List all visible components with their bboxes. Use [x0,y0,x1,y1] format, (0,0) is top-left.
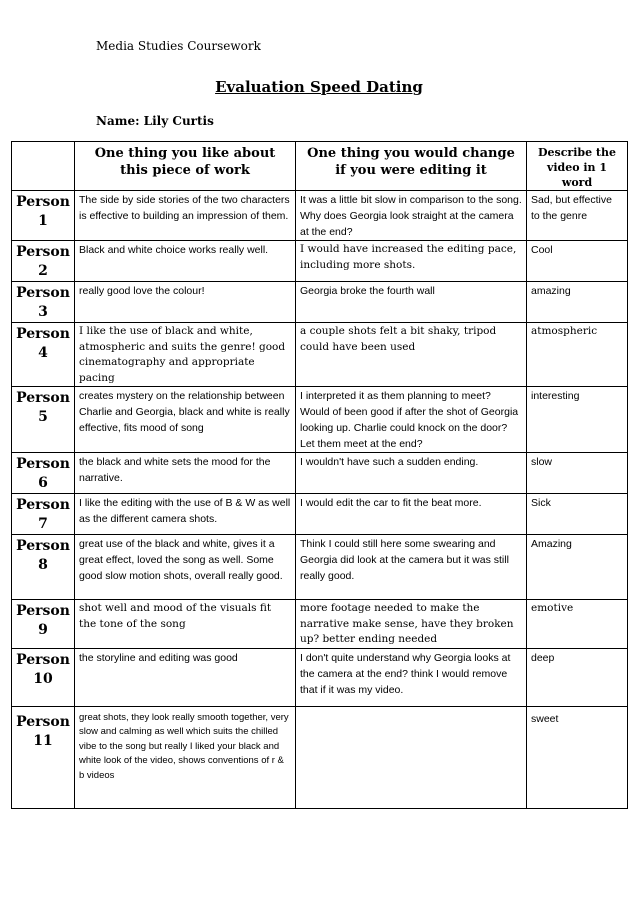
person-label: Person 8 [12,535,75,600]
change-cell: I would edit the car to fit the beat more. [296,494,527,535]
like-cell: the black and white sets the mood for the narrative. [75,453,296,494]
person-label: Person 7 [12,494,75,535]
header-cell-word: Describe the video in 1 word [527,142,628,191]
word-cell: sweet [527,706,628,808]
change-cell: I don't quite understand why Georgia looks at the camera at the end? think I would remove that if it was my video. [296,648,527,706]
like-cell: The side by side stories of the two characters is effective to building an impression of them. [75,191,296,241]
person-label: Person 9 [12,600,75,649]
word-cell: Cool [527,241,628,282]
table-header-row [12,142,628,191]
word-cell: Sick [527,494,628,535]
table-row [12,191,628,241]
word-cell: atmospheric [527,323,628,387]
table-row [12,282,628,323]
change-cell: Think I could still here some swearing and Georgia did look at the camera but it was still really good. [296,535,527,600]
change-cell: It was a little bit slow in comparison to the song. Why does Georgia look straight at the camera at the end? [296,191,527,241]
evaluation-table [11,141,628,809]
word-cell: Sad, but effective to the genre [527,191,628,241]
change-cell: a couple shots felt a bit shaky, tripod could have been used [296,323,527,387]
person-label: Person 3 [12,282,75,323]
word-cell: deep [527,648,628,706]
like-cell: great shots, they look really smooth together, very slow and calming as well which suits the chilled vibe to the song but really I liked your black and white look of the video, shows conventions of r & b videos [75,706,296,808]
person-label: Person 5 [12,387,75,453]
table-row [12,706,628,808]
table-row [12,494,628,535]
table-row [12,387,628,453]
table-row [12,323,628,387]
change-cell: more footage needed to make the narrative make sense, have they broken up? better ending needed [296,600,527,649]
header-cell-change: One thing you would change if you were editing it [296,142,527,191]
word-cell: amazing [527,282,628,323]
word-cell: Amazing [527,535,628,600]
person-label: Person 10 [12,648,75,706]
like-cell: the storyline and editing was good [75,648,296,706]
change-cell: I interpreted it as them planning to meet? Would of been good if after the shot of Georgia looking up. Charlie could knock on the door? Let them meet at the end? [296,387,527,453]
like-cell: Black and white choice works really well. [75,241,296,282]
person-label: Person 4 [12,323,75,387]
table-row [12,600,628,649]
student-name: Name: Lily Curtis [96,114,214,128]
table-row [12,241,628,282]
change-cell [296,706,527,808]
table-row [12,535,628,600]
change-cell: I wouldn't have such a sudden ending. [296,453,527,494]
like-cell: creates mystery on the relationship between Charlie and Georgia, black and white is really effective, fits mood of song [75,387,296,453]
like-cell: I like the editing with the use of B & W as well as the different camera shots. [75,494,296,535]
document-title-text: Evaluation Speed Dating [215,78,423,96]
person-label: Person 6 [12,453,75,494]
word-cell: interesting [527,387,628,453]
course-header: Media Studies Coursework [96,39,261,53]
table-row [12,453,628,494]
like-cell: I like the use of black and white, atmospheric and suits the genre! good cinematography and appropriate pacing [75,323,296,387]
like-cell: really good love the colour! [75,282,296,323]
like-cell: shot well and mood of the visuals fit the tone of the song [75,600,296,649]
header-cell-like: One thing you like about this piece of work [75,142,296,191]
person-label: Person 2 [12,241,75,282]
person-label: Person 11 [12,706,75,808]
change-cell: Georgia broke the fourth wall [296,282,527,323]
change-cell: I would have increased the editing pace, including more shots. [296,241,527,282]
table-row [12,648,628,706]
like-cell: great use of the black and white, gives it a great effect, loved the song as well. Some good slow motion shots, overall really good. [75,535,296,600]
document-title [0,78,638,96]
person-label: Person 1 [12,191,75,241]
word-cell: emotive [527,600,628,649]
word-cell: slow [527,453,628,494]
header-cell-person [12,142,75,191]
